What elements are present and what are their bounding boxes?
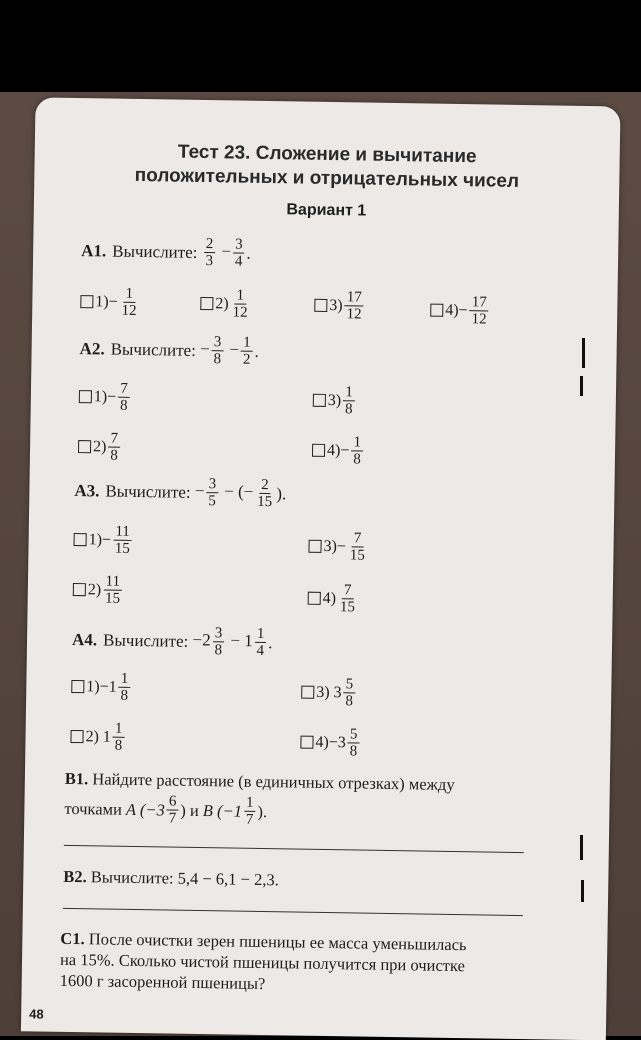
checkbox[interactable]: [301, 686, 314, 699]
question-prompt: Вычислите:: [105, 480, 191, 502]
a3-option-2[interactable]: 2) $\frac{11}{15}$: [73, 573, 125, 607]
a4-option-1[interactable]: 1) −1 $\frac{1}{8}$: [71, 670, 132, 704]
question-label: А2.: [79, 338, 105, 358]
question-prompt: Вычислите:: [112, 241, 198, 262]
a2-option-2[interactable]: 2) $\frac{7}{8}$: [78, 430, 122, 464]
top-dark-band: [0, 0, 641, 92]
question-label: А4.: [71, 629, 98, 649]
question-a4: [72, 623, 273, 659]
a4-option-2[interactable]: 2) 1 $\frac{1}{8}$: [70, 720, 126, 754]
expr-tail: .: [246, 243, 251, 263]
a1-option-3[interactable]: 3) $\frac{17}{12}$: [314, 289, 366, 323]
question-b1: [65, 768, 455, 795]
question-label: А1.: [81, 240, 107, 260]
b1-points: точками A (−3 $\frac{6}{7}$ ) и B (−1 $\frac{1}{7}$ ).: [64, 793, 268, 828]
question-text: на 15%. Сколько чистой пшеницы получится при очистке: [59, 949, 466, 976]
checkbox[interactable]: [70, 730, 83, 743]
checkbox[interactable]: [308, 592, 321, 605]
question-a3: [74, 474, 286, 510]
checkbox[interactable]: [312, 444, 325, 457]
expr-term: − 1 $\frac{1}{4}$: [230, 625, 265, 660]
checkbox[interactable]: [313, 394, 326, 407]
checkbox[interactable]: [314, 299, 327, 312]
page-number: 48: [29, 1006, 44, 1022]
a3-option-3[interactable]: 3) − $\frac{7}{15}$: [308, 530, 369, 564]
a2-option-1[interactable]: 1) − $\frac{7}{8}$: [79, 380, 132, 414]
checkbox[interactable]: [200, 297, 213, 310]
expr-term: − $\frac{3}{8}$: [200, 334, 222, 368]
page-edge-mark: [581, 880, 584, 902]
expr-term: $\frac{2}{3}$: [205, 236, 214, 270]
test-title-line1: Тест 23. Сложение и вычитание: [177, 141, 477, 168]
a3-option-4[interactable]: 4) $\frac{7}{15}$: [307, 582, 359, 616]
question-label: С1.: [60, 928, 85, 949]
question-label: А3.: [74, 480, 100, 500]
a1-option-2[interactable]: 2) $\frac{1}{12}$: [200, 287, 252, 321]
expr-term: − $\frac{3}{5}$: [194, 476, 217, 510]
checkbox[interactable]: [71, 680, 84, 693]
page-edge-mark: [582, 338, 585, 368]
answer-line-b1[interactable]: [64, 845, 524, 854]
a1-option-4[interactable]: 4) − $\frac{17}{12}$: [430, 294, 491, 328]
page-edge-mark: [580, 835, 583, 860]
checkbox[interactable]: [430, 304, 443, 317]
question-text: Вычислите: 5,4 − 6,1 − 2,3.: [90, 867, 279, 890]
expr-term: − (− $\frac{2}{15}$: [224, 476, 273, 511]
a1-option-1[interactable]: 1) − $\frac{1}{12}$: [80, 285, 141, 319]
checkbox[interactable]: [300, 736, 313, 749]
a3-option-1[interactable]: 1) − $\frac{11}{15}$: [73, 523, 134, 557]
checkbox[interactable]: [80, 295, 93, 308]
question-text: 1600 г засоренной пшеницы?: [59, 970, 266, 994]
a4-option-4[interactable]: 4) −3 $\frac{5}{8}$: [300, 726, 361, 760]
a4-option-3[interactable]: 3) 3 $\frac{5}{8}$: [301, 676, 357, 710]
question-text: Найдите расстояние (в единичных отрезках) между: [92, 769, 455, 795]
expr-tail: .: [268, 632, 273, 652]
question-a1: [81, 234, 251, 270]
question-prompt: Вычислите:: [102, 629, 189, 651]
expr-tail: ).: [276, 483, 287, 503]
question-b2: [63, 866, 279, 890]
question-label: В2.: [63, 866, 87, 887]
a2-option-3[interactable]: 3) $\frac{1}{8}$: [313, 384, 357, 418]
test-page: [21, 97, 621, 1040]
page-edge-mark: [580, 376, 583, 396]
question-prompt: Вычислите:: [110, 339, 197, 360]
checkbox[interactable]: [74, 533, 87, 546]
answer-line-b2[interactable]: [63, 908, 523, 917]
expr-tail: .: [254, 341, 259, 361]
test-title-line2: положительных и отрицательных чисел: [134, 164, 520, 192]
checkbox[interactable]: [79, 390, 92, 403]
question-c1: [60, 928, 467, 997]
expr-term: −2 $\frac{3}{8}$: [192, 625, 223, 659]
expr-term: − $\frac{3}{4}$: [221, 236, 243, 270]
variant-label: Вариант 1: [286, 201, 367, 220]
a2-option-4[interactable]: 4) − $\frac{1}{8}$: [312, 434, 365, 468]
checkbox[interactable]: [308, 540, 321, 553]
checkbox[interactable]: [73, 583, 86, 596]
expr-term: − $\frac{1}{2}$: [229, 334, 251, 368]
question-text: После очистки зерен пшеницы ее масса уменьшилась: [88, 929, 467, 955]
checkbox[interactable]: [78, 440, 91, 453]
question-label: В1.: [64, 768, 89, 789]
question-a2: [79, 332, 259, 368]
